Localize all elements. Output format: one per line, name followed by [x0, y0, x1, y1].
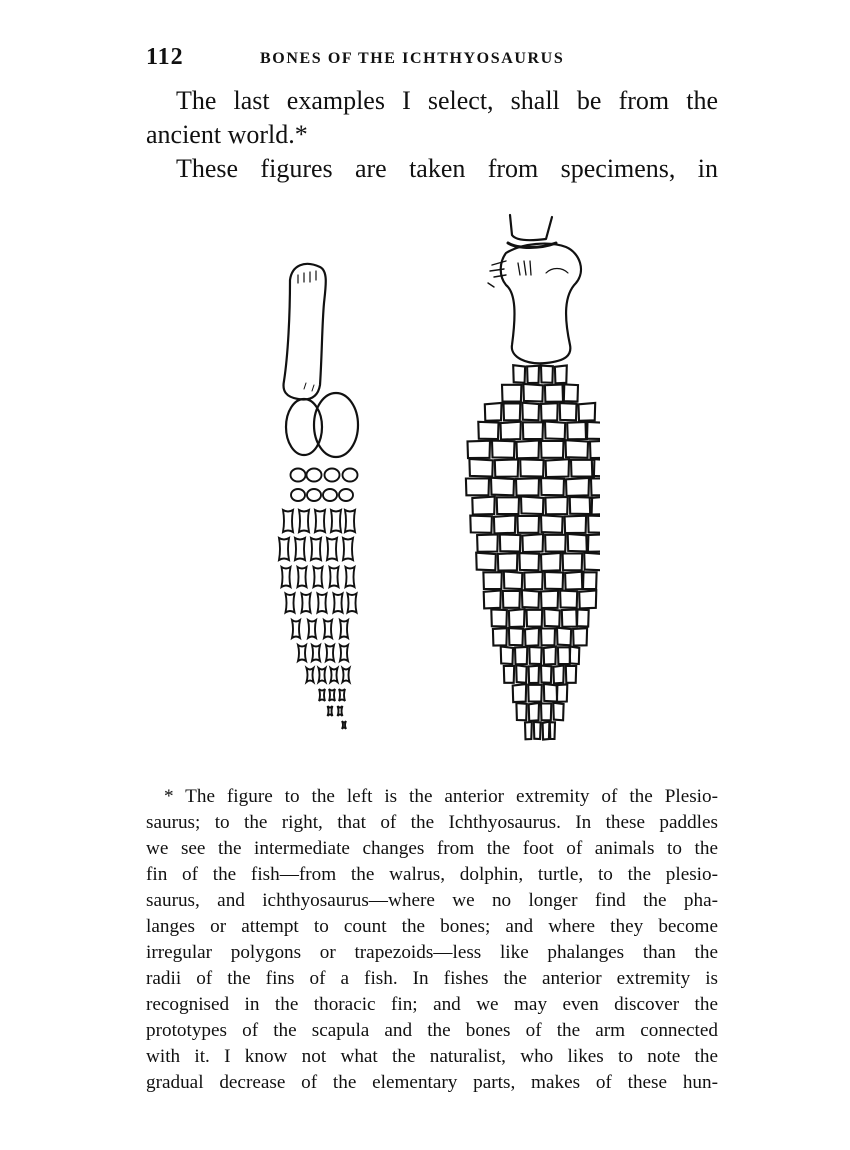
polygonal-bone — [501, 646, 513, 664]
polygonal-bone — [478, 422, 498, 439]
polygonal-bone — [553, 703, 563, 721]
ichthyosaurus-polygonal-bones — [466, 365, 600, 739]
running-head — [146, 44, 716, 74]
phalanx-bone — [328, 706, 333, 716]
polygonal-bone — [523, 384, 543, 402]
polygonal-bone — [573, 628, 587, 645]
phalanx-bone — [318, 594, 327, 613]
polygonal-bone — [545, 421, 565, 439]
polygonal-bone — [529, 703, 539, 721]
polygonal-bone — [527, 610, 543, 627]
phalanx-bone — [325, 469, 340, 482]
phalanx-bone — [307, 469, 322, 482]
phalanx-bone — [312, 645, 320, 661]
polygonal-bone — [521, 496, 543, 514]
phalanx-bone — [339, 489, 353, 501]
polygonal-bone — [466, 479, 489, 496]
polygonal-bone — [588, 516, 600, 533]
humerus-stub — [510, 215, 552, 240]
polygonal-bone — [584, 553, 600, 571]
polygonal-bone — [504, 404, 521, 421]
polygonal-bone — [485, 403, 502, 421]
footnote-line: prototypes of the scapula and the bones of the arm connected — [146, 1020, 718, 1041]
polygonal-bone — [550, 722, 555, 739]
polygonal-bone — [494, 515, 516, 533]
phalanx-bone — [319, 689, 325, 701]
body-line: The last examples I select, shall be from the — [176, 86, 718, 115]
polygonal-bone — [519, 553, 539, 570]
phalanx-bone — [330, 567, 339, 587]
phalanx-bone — [348, 594, 357, 613]
phalanx-bone — [343, 668, 350, 682]
footnote-line: gradual decrease of the elementary parts, makes of these hun- — [146, 1072, 718, 1093]
polygonal-bone — [525, 628, 539, 646]
polygonal-bone — [472, 497, 494, 515]
phalanx-bone — [343, 469, 358, 482]
phalanx-bone — [307, 489, 321, 501]
polygonal-bone — [516, 478, 539, 495]
polygonal-bone — [563, 554, 583, 571]
footnote-line: fin of the fish—from the walrus, dolphin, turtle, to the plesio- — [146, 864, 718, 885]
polygonal-bone — [565, 572, 583, 590]
polygonal-bone — [517, 440, 540, 458]
phalanx-bone — [295, 538, 305, 560]
polygonal-bone — [545, 384, 564, 401]
phalanx-bone — [331, 510, 341, 532]
polygonal-bone — [523, 422, 543, 439]
polygonal-bone — [541, 704, 551, 721]
polygonal-bone — [592, 459, 600, 477]
polygonal-bone — [522, 403, 539, 421]
polygonal-bone — [545, 572, 563, 589]
phalanx-bone — [346, 567, 355, 587]
polygonal-bone — [546, 459, 569, 477]
phalanx-bone — [340, 645, 348, 661]
footnote-line: we see the intermediate changes from the foot of animals to the — [146, 838, 718, 859]
phalanx-bone — [319, 668, 326, 682]
phalanx-bone — [340, 620, 348, 638]
polygonal-bone — [468, 441, 491, 458]
polygonal-bone — [544, 647, 556, 665]
polygonal-bone — [470, 516, 492, 533]
polygonal-bone — [541, 666, 551, 683]
phalanx-bone — [338, 706, 343, 716]
phalanx-bone — [314, 567, 323, 587]
phalanx-bone — [315, 510, 325, 532]
polygonal-bone — [500, 534, 521, 551]
polygonal-bone — [555, 365, 567, 383]
phalanx-bone — [283, 510, 293, 532]
phalanx-bone — [282, 567, 291, 587]
humerus-bone — [284, 264, 326, 400]
footnote-line: with it. I know not what the naturalist, who likes to note the — [146, 1046, 718, 1067]
running-title: BONES OF THE ICHTHYOSAURUS — [260, 50, 565, 67]
polygonal-bone — [515, 647, 527, 664]
polygonal-bone — [543, 722, 550, 740]
polygonal-bone — [566, 666, 576, 683]
polygonal-bone — [477, 534, 498, 551]
body-line: ancient world.* — [146, 120, 308, 149]
polygonal-bone — [557, 628, 571, 646]
polygonal-bone — [562, 609, 578, 626]
polygonal-bone — [516, 703, 526, 720]
polygonal-bone — [498, 553, 518, 570]
phalanx-bone — [329, 689, 335, 701]
phalanx-bone — [327, 538, 337, 560]
phalanx-bone — [324, 620, 332, 638]
phalanx-bone — [291, 469, 306, 482]
polygonal-bone — [534, 722, 541, 739]
polygonal-bone — [545, 535, 566, 552]
footnote-line: langes or attempt to count the bones; and where they become — [146, 916, 718, 937]
polygonal-bone — [579, 403, 596, 421]
polygonal-bone — [525, 722, 532, 739]
polygonal-bone — [492, 441, 515, 458]
footnote-line: radii of the fins of a fish. In fishes the anterior extremity is — [146, 968, 718, 989]
phalanx-bone — [298, 567, 307, 587]
phalanx-bone — [326, 645, 334, 661]
polygonal-bone — [541, 403, 558, 420]
polygonal-bone — [529, 666, 539, 683]
polygonal-bone — [566, 440, 589, 458]
polygonal-bone — [513, 684, 527, 702]
phalanx-bone — [311, 538, 321, 560]
polygonal-bone — [553, 665, 563, 683]
polygonal-bone — [565, 516, 587, 533]
phalanx-bone — [298, 645, 306, 661]
polygonal-bone — [493, 628, 507, 645]
polygonal-bone — [527, 366, 539, 383]
phalanx-bone — [292, 620, 300, 638]
phalanx-bone — [339, 689, 345, 701]
polygonal-bone — [560, 591, 577, 608]
polygonal-bone — [541, 515, 563, 533]
footnote-line: saurus; to the right, that of the Ichthyosaurus. In these paddles — [146, 812, 718, 833]
polygonal-bone — [495, 459, 518, 476]
polygonal-bone — [509, 609, 525, 627]
polygonal-bone — [560, 403, 577, 420]
footnote-line: irregular polygons or trapezoids—less like phalanges than the — [146, 942, 718, 963]
footnote-line: * The figure to the left is the anterior extremity of the Plesio- — [164, 786, 718, 807]
phalanx-bone — [342, 721, 346, 729]
body-text — [146, 84, 718, 186]
polygonal-bone — [566, 478, 589, 496]
paddle-illustration — [260, 205, 600, 795]
footnote-line: saurus, and ichthyosaurus—where we no longer find the pha- — [146, 890, 718, 911]
polygonal-bone — [504, 571, 523, 589]
footnote-line: recognised in the thoracic fin; and we may even discover the — [146, 994, 718, 1015]
plesiosaurus-phalanges — [279, 469, 358, 730]
polygonal-bone — [497, 497, 519, 514]
polygonal-bone — [545, 497, 567, 514]
polygonal-bone — [491, 478, 514, 496]
polygonal-bone — [541, 629, 555, 646]
phalanx-bone — [307, 668, 314, 682]
ichthyosaurus-paddle-figure — [488, 215, 581, 363]
polygonal-bone — [528, 685, 542, 702]
polygonal-bone — [590, 441, 600, 458]
polygonal-bone — [522, 590, 539, 608]
polygonal-bone — [483, 572, 501, 589]
polygonal-bone — [502, 385, 521, 402]
polygonal-bone — [516, 665, 526, 683]
humerus-bone — [501, 244, 581, 364]
polygonal-bone — [544, 609, 560, 627]
polygonal-bone — [501, 422, 521, 440]
phalanx-bone — [291, 489, 305, 501]
polygonal-bone — [541, 553, 561, 571]
polygonal-bone — [504, 666, 514, 683]
polygonal-bone — [517, 516, 539, 533]
polygonal-bone — [476, 553, 496, 571]
phalanx-bone — [331, 668, 338, 682]
polygonal-bone — [541, 441, 564, 458]
polygonal-bone — [469, 459, 492, 477]
phalanx-bone — [302, 594, 311, 613]
phalanx-bone — [345, 510, 355, 532]
phalanx-bone — [279, 538, 289, 560]
polygonal-bone — [567, 422, 587, 439]
polygonal-bone — [513, 365, 525, 383]
polygonal-bone — [541, 478, 564, 495]
phalanx-bone — [323, 489, 337, 501]
ulna-bone — [314, 393, 358, 457]
polygonal-bone — [558, 647, 570, 664]
footnote — [146, 784, 718, 1096]
polygonal-bone — [579, 590, 596, 608]
polygonal-bone — [524, 572, 542, 589]
polygonal-bone — [541, 591, 558, 608]
body-line: These figures are taken from specimens, in — [176, 154, 718, 183]
phalanx-bone — [299, 510, 309, 532]
polygonal-bone — [484, 590, 501, 608]
phalanx-bone — [286, 594, 295, 613]
polygonal-bone — [541, 366, 553, 383]
polygonal-bone — [529, 647, 541, 664]
page-number: 112 — [146, 44, 184, 70]
polygonal-bone — [522, 534, 543, 552]
polygonal-bone — [509, 628, 523, 645]
phalanx-bone — [334, 594, 343, 613]
polygonal-bone — [491, 609, 507, 626]
phalanx-bone — [343, 538, 353, 560]
polygonal-bone — [591, 479, 600, 496]
polygonal-bone — [544, 684, 558, 702]
polygonal-bone — [520, 459, 543, 476]
polygonal-bone — [503, 591, 520, 608]
phalanx-bone — [308, 620, 316, 638]
plesiosaurus-paddle-figure — [284, 264, 358, 457]
